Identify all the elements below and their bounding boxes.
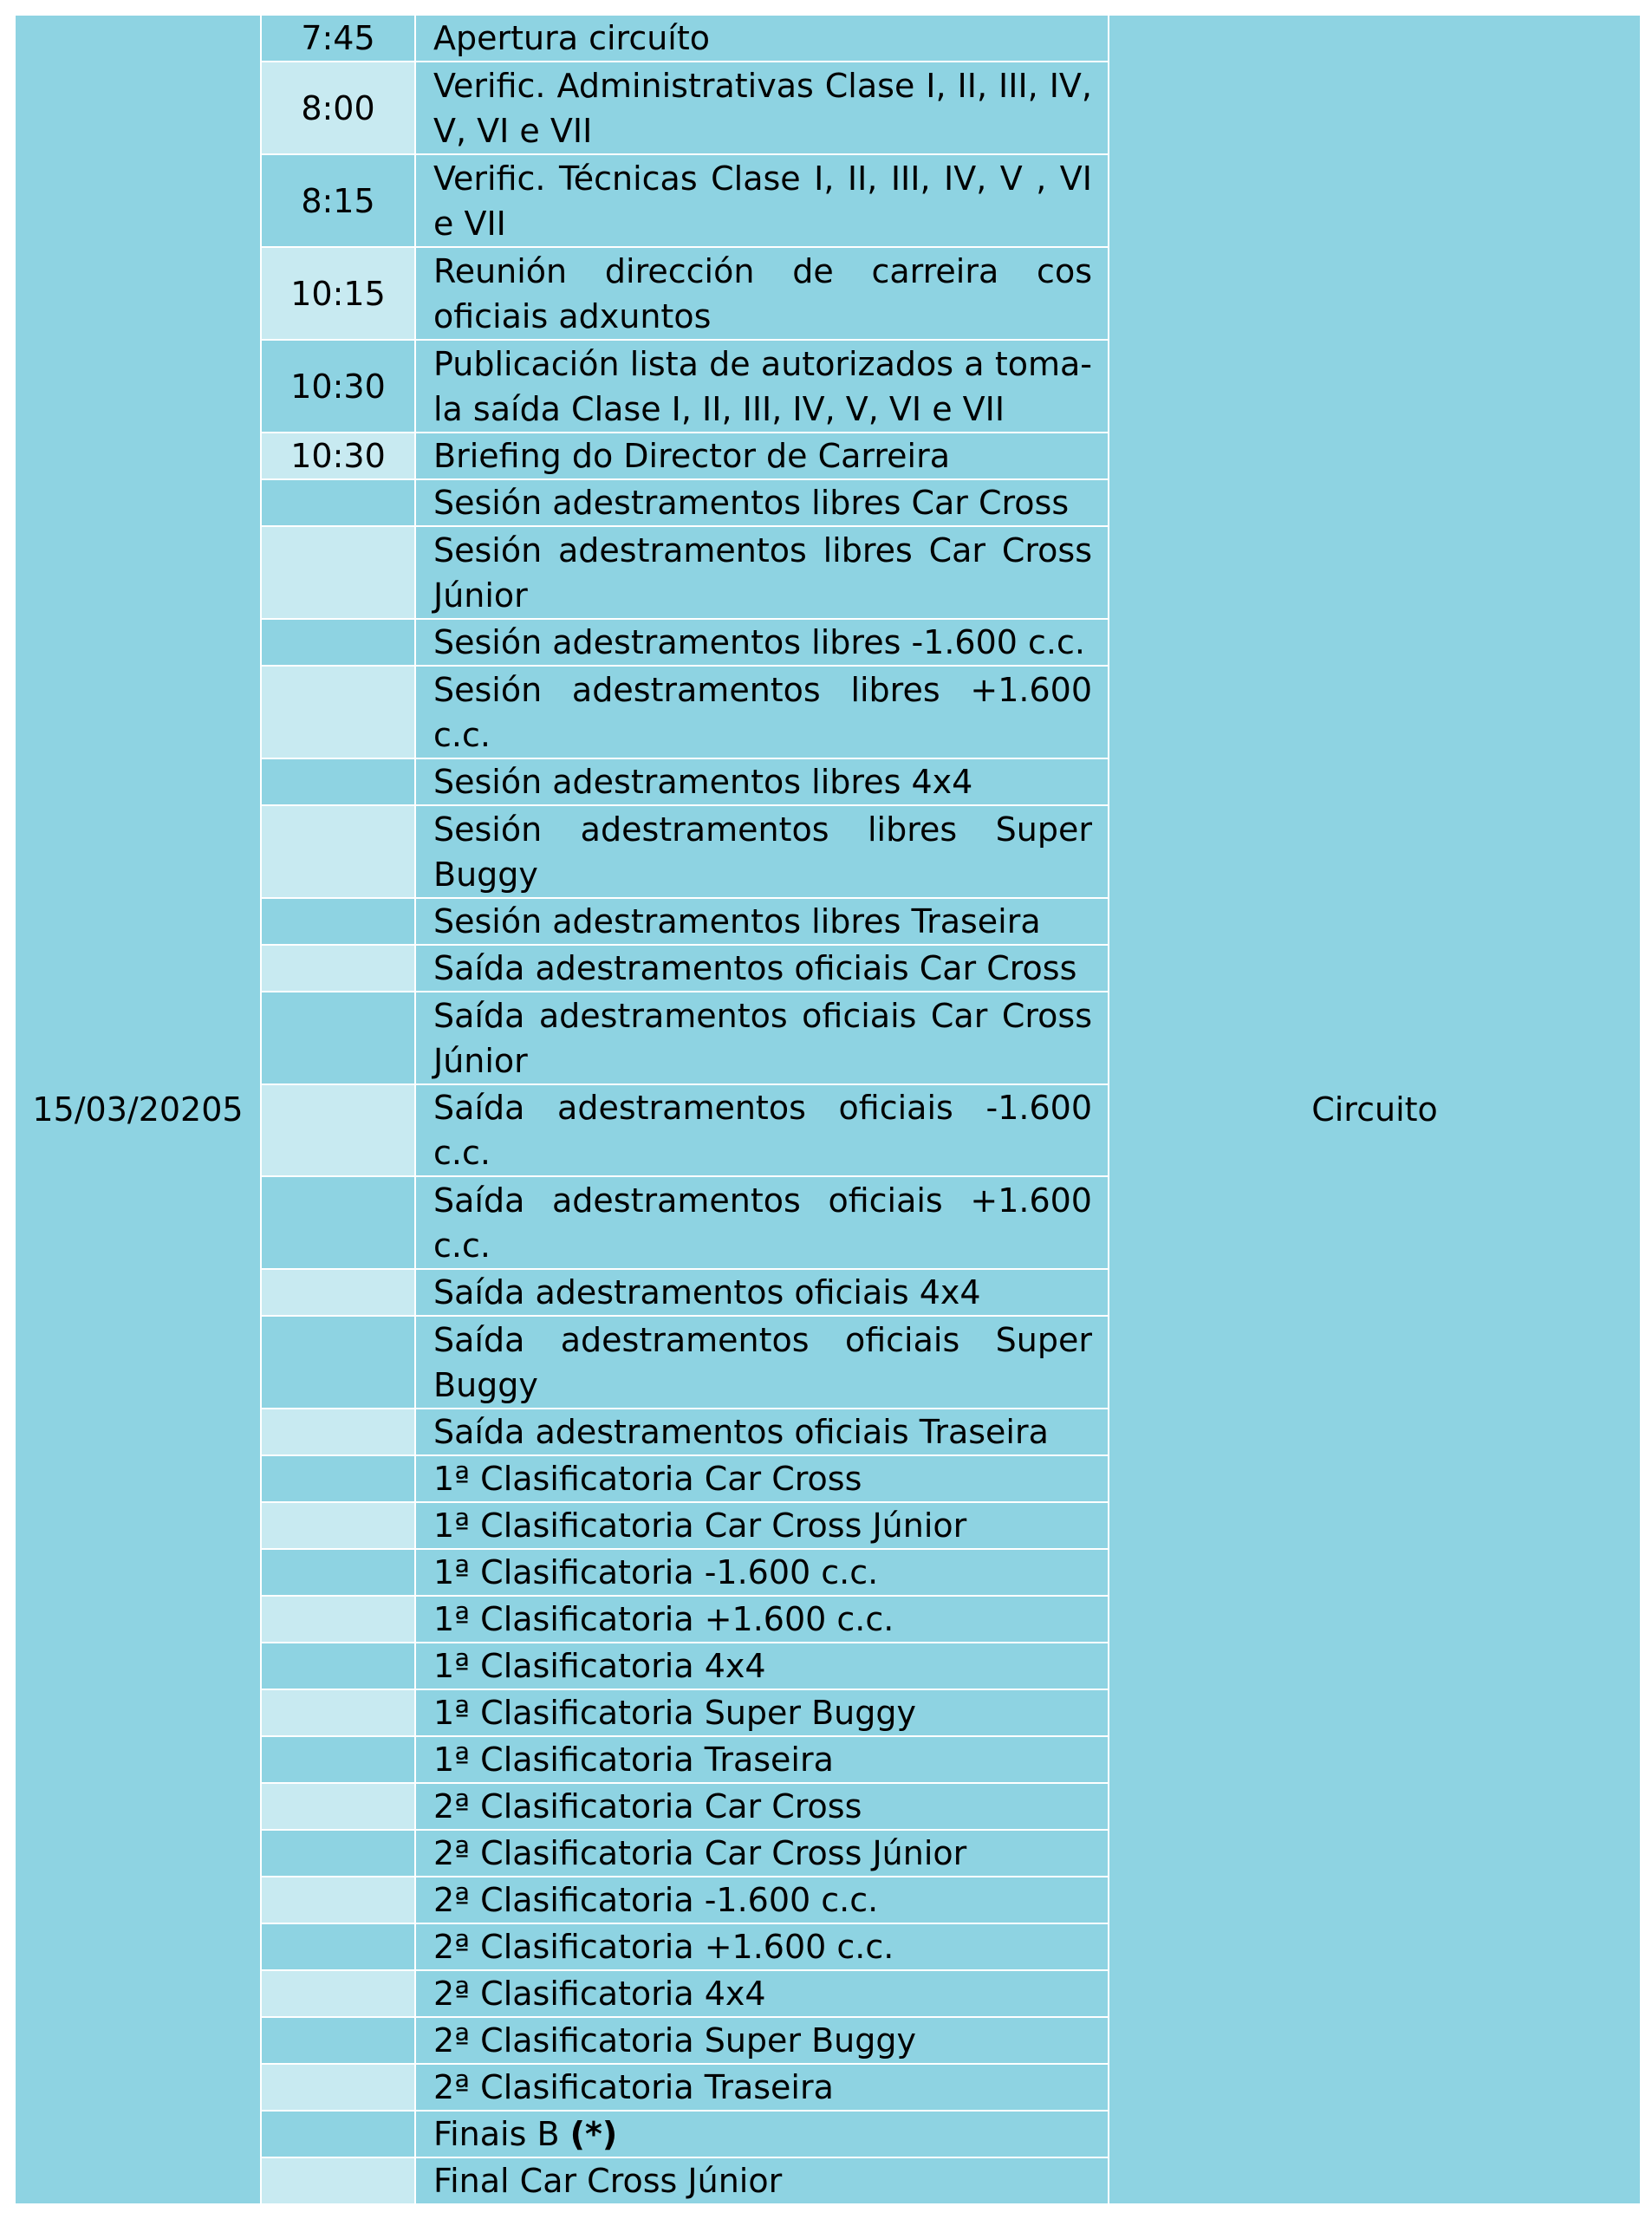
event-cell: 2ª Clasificatoria 4x4 — [415, 1970, 1109, 2017]
event-cell: 1ª Clasificatoria Super Buggy — [415, 1689, 1109, 1736]
time-cell — [261, 1830, 415, 1877]
time-cell — [261, 1455, 415, 1502]
event-cell: 1ª Clasificatoria Car Cross Júnior — [415, 1502, 1109, 1549]
time-cell — [261, 479, 415, 526]
time-cell — [261, 1877, 415, 1923]
event-cell: 1ª Clasificatoria 4x4 — [415, 1643, 1109, 1689]
table-row — [15, 15, 1641, 62]
time-cell — [261, 1783, 415, 1830]
time-cell — [261, 1970, 415, 2017]
time-cell — [261, 2157, 415, 2204]
time-cell — [261, 526, 415, 619]
event-cell: Sesión adestramentos libres Car Cross Júnior — [415, 526, 1109, 619]
date-cell: 15/03/20205 — [15, 15, 261, 2204]
event-cell: Briefing do Director de Carreira — [415, 433, 1109, 479]
schedule-table — [14, 14, 1642, 2205]
event-cell: Sesión adestramentos libres Traseira — [415, 898, 1109, 945]
time-cell — [261, 1643, 415, 1689]
time-cell: 8:00 — [261, 62, 415, 154]
time-cell — [261, 1549, 415, 1596]
time-cell — [261, 992, 415, 1084]
time-cell — [261, 2017, 415, 2064]
time-cell — [261, 1409, 415, 1455]
time-cell — [261, 1084, 415, 1176]
time-cell: 7:45 — [261, 15, 415, 62]
event-cell: 2ª Clasificatoria Car Cross — [415, 1783, 1109, 1830]
event-cell: Saída adestramentos oficiais -1.600 c.c. — [415, 1084, 1109, 1176]
event-cell: 1ª Clasificatoria Car Cross — [415, 1455, 1109, 1502]
event-cell — [415, 2111, 1109, 2157]
event-cell: Final Car Cross Júnior — [415, 2157, 1109, 2204]
event-cell: Verific. Técnicas Clase I, II, III, IV, V , VI e VII — [415, 154, 1109, 247]
time-cell — [261, 2111, 415, 2157]
event-cell: Saída adestramentos oficiais Car Cross Júnior — [415, 992, 1109, 1084]
event-cell: Saída adestramentos oficiais 4x4 — [415, 1269, 1109, 1316]
event-cell: 2ª Clasificatoria +1.600 c.c. — [415, 1923, 1109, 1970]
location-cell: Circuito — [1109, 15, 1641, 2204]
event-cell: Sesión adestramentos libres +1.600 c.c. — [415, 666, 1109, 758]
time-cell — [261, 1596, 415, 1643]
event-cell: Sesión adestramentos libres Car Cross — [415, 479, 1109, 526]
schedule-body — [15, 15, 1641, 2204]
time-cell — [261, 1689, 415, 1736]
event-cell: 2ª Clasificatoria Car Cross Júnior — [415, 1830, 1109, 1877]
event-note-marker: (*) — [569, 2115, 618, 2153]
time-cell — [261, 805, 415, 898]
event-cell: Sesión adestramentos libres Super Buggy — [415, 805, 1109, 898]
event-cell: Verific. Administrativas Clase I, II, III, IV, V, VI e VII — [415, 62, 1109, 154]
event-cell: 2ª Clasificatoria Super Buggy — [415, 2017, 1109, 2064]
event-cell: Sesión adestramentos libres 4x4 — [415, 758, 1109, 805]
event-cell: Apertura circuíto — [415, 15, 1109, 62]
time-cell: 8:15 — [261, 154, 415, 247]
time-cell — [261, 1176, 415, 1269]
event-text: Finais B — [433, 2115, 570, 2153]
event-cell: 1ª Clasificatoria Traseira — [415, 1736, 1109, 1783]
event-cell: 2ª Clasificatoria -1.600 c.c. — [415, 1877, 1109, 1923]
event-cell: 1ª Clasificatoria -1.600 c.c. — [415, 1549, 1109, 1596]
time-cell: 10:15 — [261, 247, 415, 340]
event-cell: Saída adestramentos oficiais +1.600 c.c. — [415, 1176, 1109, 1269]
time-cell — [261, 619, 415, 666]
event-cell: Publicación lista de autorizados a toma-la saída Clase I, II, III, IV, V, VI e VII — [415, 340, 1109, 433]
event-cell: Reunión dirección de carreira cos oficiais adxuntos — [415, 247, 1109, 340]
time-cell — [261, 1502, 415, 1549]
event-cell: 2ª Clasificatoria Traseira — [415, 2064, 1109, 2111]
event-cell: 1ª Clasificatoria +1.600 c.c. — [415, 1596, 1109, 1643]
time-cell — [261, 945, 415, 992]
time-cell — [261, 898, 415, 945]
event-cell: Saída adestramentos oficiais Car Cross — [415, 945, 1109, 992]
event-cell: Saída adestramentos oficiais Super Buggy — [415, 1316, 1109, 1409]
time-cell — [261, 2064, 415, 2111]
time-cell — [261, 758, 415, 805]
time-cell: 10:30 — [261, 340, 415, 433]
time-cell — [261, 1736, 415, 1783]
time-cell — [261, 1269, 415, 1316]
time-cell — [261, 1923, 415, 1970]
time-cell — [261, 1316, 415, 1409]
event-cell: Saída adestramentos oficiais Traseira — [415, 1409, 1109, 1455]
time-cell — [261, 666, 415, 758]
time-cell: 10:30 — [261, 433, 415, 479]
event-cell: Sesión adestramentos libres -1.600 c.c. — [415, 619, 1109, 666]
